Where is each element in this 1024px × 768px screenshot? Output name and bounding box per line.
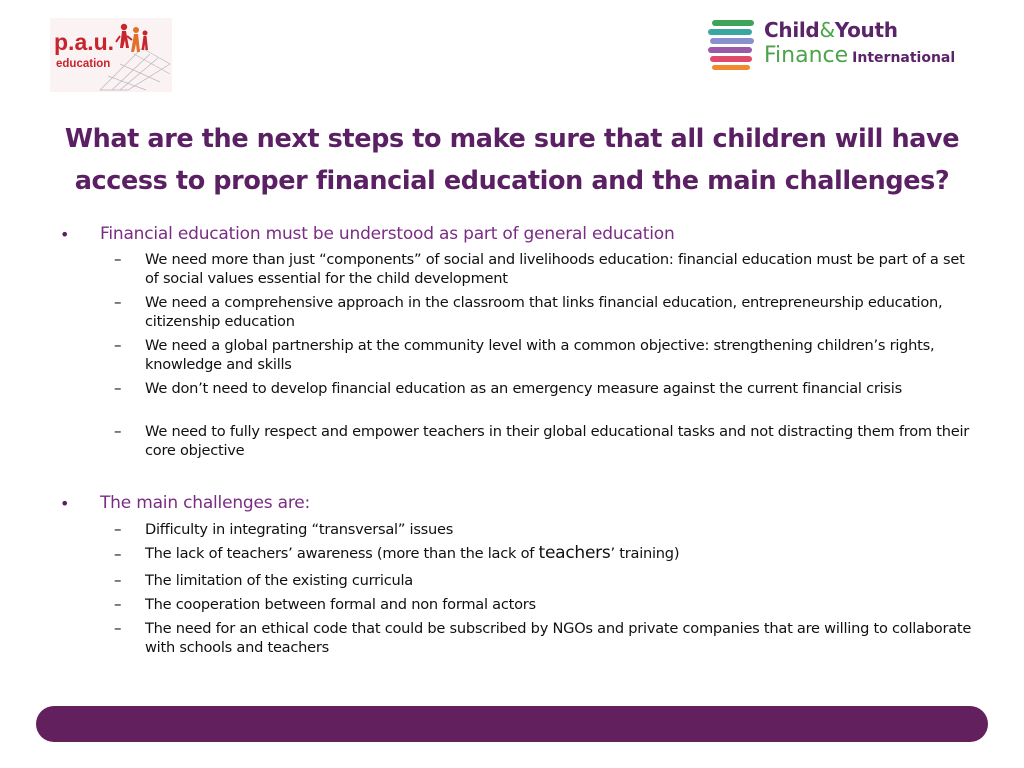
list-item: Difficulty in integrating “transversal” issues (145, 521, 454, 538)
cyfi-international: International (852, 50, 956, 66)
dash-marker: – (114, 422, 122, 440)
section-heading-financial-education: Financial education must be understood as part of general education (100, 224, 675, 244)
logo-education-text: education (56, 58, 111, 70)
bullet-marker: • (60, 225, 70, 244)
list-item: We need a global partnership at the community level with a common objective: strengthening children’s rights, knowledge and skills (145, 337, 935, 373)
cyfi-amp: & (819, 18, 835, 42)
dash-marker: – (114, 595, 122, 613)
title-line-2: access to proper financial education and the main challenges? (74, 166, 950, 196)
footer-bar (36, 706, 988, 742)
cyfi-child: Child (764, 18, 820, 42)
list-item: The limitation of the existing curricula (145, 572, 414, 589)
bullet-marker: • (60, 494, 70, 513)
list-item-emphasis: teachers (538, 543, 611, 563)
list-item: The cooperation between formal and non formal actors (145, 596, 536, 613)
dash-marker: – (114, 379, 122, 397)
list-item: We need to fully respect and empower teachers in their global educational tasks and not distracting them from their core objective (145, 423, 970, 459)
title-line-1: What are the next steps to make sure that all children will have (64, 124, 960, 154)
list-item-text-end: ’ training) (610, 545, 680, 562)
list-item (145, 544, 975, 563)
dash-marker: – (114, 250, 122, 268)
dash-marker: – (114, 619, 122, 637)
dash-marker: – (114, 520, 122, 538)
section-heading-main-challenges: The main challenges are: (100, 493, 311, 513)
dash-marker: – (114, 571, 122, 589)
cyfi-youth: Youth (834, 18, 898, 42)
list-item-text-start: The lack of teachers’ awareness (more than the lack of (145, 545, 539, 562)
list-item: We don’t need to develop financial education as an emergency measure against the current financial crisis (145, 380, 902, 397)
logo-pau-text: p.a.u. (54, 29, 115, 55)
dash-marker: – (114, 545, 122, 563)
dash-marker: – (114, 336, 122, 354)
list-item: The need for an ethical code that could be subscribed by NGOs and private companies that are willing to collaborate with schools and teachers (145, 620, 972, 656)
cyfi-finance: Finance (764, 43, 849, 68)
list-item: We need a comprehensive approach in the classroom that links financial education, entrepreneurship education, citizenship education (145, 294, 943, 330)
dash-marker: – (114, 293, 122, 311)
list-item: We need more than just “components” of social and livelihoods education: financial education must be part of a set of social values essential for the child development (145, 251, 965, 287)
